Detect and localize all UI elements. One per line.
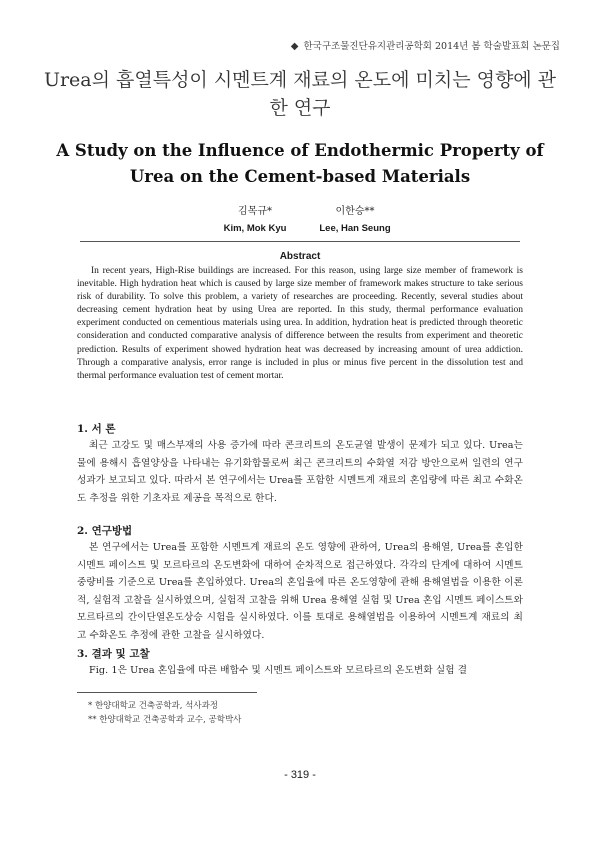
section-method (77, 523, 523, 645)
diamond-bullet-icon: ◆ (290, 41, 299, 52)
section-heading: 2. 연구방법 (77, 525, 133, 537)
abstract-heading: Abstract (279, 251, 321, 262)
author-1-name-english: Kim, Mok Kyu (223, 223, 287, 234)
divider-rule (80, 241, 520, 242)
title-korean: Urea의 흡열특성이 시멘트계 재료의 온도에 미치는 영향에 관한 연구 (43, 69, 557, 119)
section-introduction (77, 421, 523, 507)
author-1-name-korean: 김목규* (238, 206, 272, 217)
running-header (291, 38, 560, 52)
author-2-name-korean: 이한승** (335, 206, 375, 217)
section-paragraph: 본 연구에서는 Urea를 포함한 시멘트계 재료의 온도 영향에 관하여, Urea의 용해열, Urea를 혼입한 시멘트 페이스트 및 모르타르의 온도변화에 대하여 순차적으로 접근하였다. 각각의 단계에 대하여 시멘트 중량비를 기준으로 Urea를 혼입하였다. Urea의 혼입율에 따른 온도영향에 관해 용해열법을 이용한 이론적, 실험적 고찰을 실시하였으며, 실험적 고찰을 위해 Urea 용해열 실험 및 Urea 혼입 시멘트 페이스트와 모르타르의 간이단열온도상승 시험을 실시하였다. 이를 토대로 용해열법을 이용하여 시멘트계 재료의 최고 수화온도 추정에 관한 고찰을 실시하였다. (77, 542, 523, 641)
section-heading: 1. 서 론 (77, 423, 116, 435)
footnote-1: * 한양대학교 건축공학과, 석사과정 (88, 701, 219, 711)
running-title: 한국구조물진단유지관리공학회 2014년 봄 학술발표회 논문집 (303, 41, 560, 52)
footnotes (88, 699, 241, 727)
author-2 (305, 203, 405, 237)
section-paragraph: Fig. 1은 Urea 혼입율에 따른 배합수 및 시멘트 페이스트와 모르타르의 온도변화 실험 결 (89, 665, 468, 676)
footnote-rule (77, 692, 257, 693)
author-1 (210, 203, 300, 237)
abstract-text: In recent years, High-Rise buildings are increased. For this reason, using large size member of framework is inevitable. High hydration heat which is caused by large size member of framework makes structure to take serious risk of durability. To solve this problem, a variety of researches are proceeding. Recently, several studies about decreasing cement hydration heat by using Urea are reported. In this study, thermal performance evaluation experiment conducted on cementious materials using urea. In addition, hydration heat is predicted through theoretic consideration and conducted comparative analysis of difference between the results from experiment and theoretic prediction. Results of experiment showed hydration heat was decreased by increasing amount of urea addiction. Through a comparative analysis, error range is included in plus or minus five percent in the dissolution test and thermal performance evaluation test of cement mortar. (77, 266, 523, 381)
page-number: - 319 - (284, 769, 316, 781)
section-heading: 3. 결과 및 고찰 (77, 648, 150, 660)
section-paragraph: 최근 고강도 및 매스부재의 사용 증가에 따라 콘크리트의 온도균열 발생이 문제가 되고 있다. Urea는 물에 용해시 흡열양상을 나타내는 유기화합물로써 최근 콘크리트의 수화열 저감 방안으로써 일련의 연구 성과가 보고되고 있다. 따라서 본 연구에서는 Urea를 포함한 시멘트계 재료의 혼입량에 따른 최고 수화온도 추정을 위한 기초자료 제공을 목적으로 한다. (77, 440, 523, 504)
author-2-name-english: Lee, Han Seung (319, 223, 391, 234)
section-results (77, 646, 523, 680)
footnote-2: ** 한양대학교 건축공학과 교수, 공학박사 (88, 715, 242, 725)
title-english: A Study on the Influence of Endothermic Property of Urea on the Cement-based Materials (56, 141, 544, 186)
